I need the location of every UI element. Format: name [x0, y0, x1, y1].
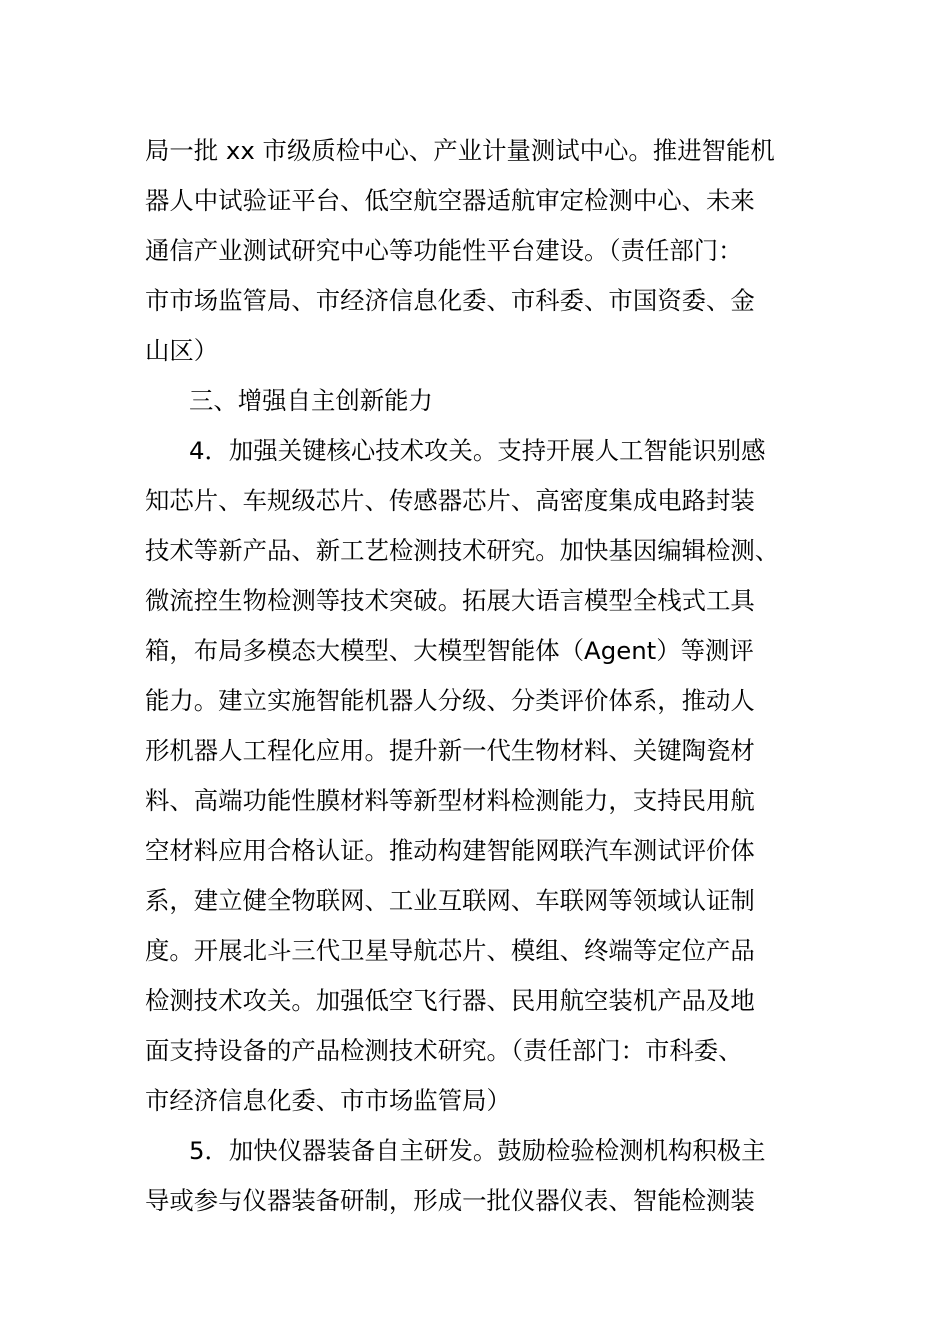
text-line: 箱，布局多模态大模型、大模型智能体（Agent）等测评: [145, 636, 754, 665]
text-line: 能力。建立实施智能机器人分级、分类评价体系，推动人: [145, 686, 755, 715]
text-line: 通信产业测试研究中心等功能性平台建设。（责任部门：: [145, 236, 743, 265]
text-line: 面支持设备的产品检测技术研究。（责任部门：市科委、: [145, 1036, 743, 1065]
text-line: 局一批 xx 市级质检中心、产业计量测试中心。推进智能机: [145, 136, 775, 165]
text-line: 度。开展北斗三代卫星导航芯片、模组、终端等定位产品: [145, 936, 755, 965]
item-first-line: 5．加快仪器装备自主研发。鼓励检验检测机构积极主: [189, 1136, 766, 1165]
text-line: 器人中试验证平台、低空航空器适航审定检测中心、未来: [145, 186, 755, 215]
text-line: 市经济信息化委、市市场监管局）: [145, 1086, 511, 1115]
text-line: 微流控生物检测等技术突破。拓展大语言模型全栈式工具: [145, 586, 755, 615]
item-first-line: 4．加强关键核心技术攻关。支持开展人工智能识别感: [189, 436, 766, 465]
text-line: 导或参与仪器装备研制，形成一批仪器仪表、智能检测装: [145, 1186, 755, 1215]
text-line: 料、高端功能性膜材料等新型材料检测能力，支持民用航: [145, 786, 755, 815]
text-line: 系，建立健全物联网、工业互联网、车联网等领域认证制: [145, 886, 755, 915]
text-line: 山区）: [145, 336, 219, 365]
text-line: 市市场监管局、市经济信息化委、市科委、市国资委、金: [145, 286, 755, 315]
text-line: 知芯片、车规级芯片、传感器芯片、高密度集成电路封装: [145, 486, 755, 515]
document-body: [145, 126, 805, 1226]
text-line: 空材料应用合格认证。推动构建智能网联汽车测试评价体: [145, 836, 755, 865]
text-line: 技术等新产品、新工艺检测技术研究。加快基因编辑检测、: [145, 536, 780, 565]
section-heading: 三、增强自主创新能力: [189, 386, 433, 415]
text-line: 形机器人工程化应用。提升新一代生物材料、关键陶瓷材: [145, 736, 755, 765]
text-line: 检测技术攻关。加强低空飞行器、民用航空装机产品及地: [145, 986, 755, 1015]
